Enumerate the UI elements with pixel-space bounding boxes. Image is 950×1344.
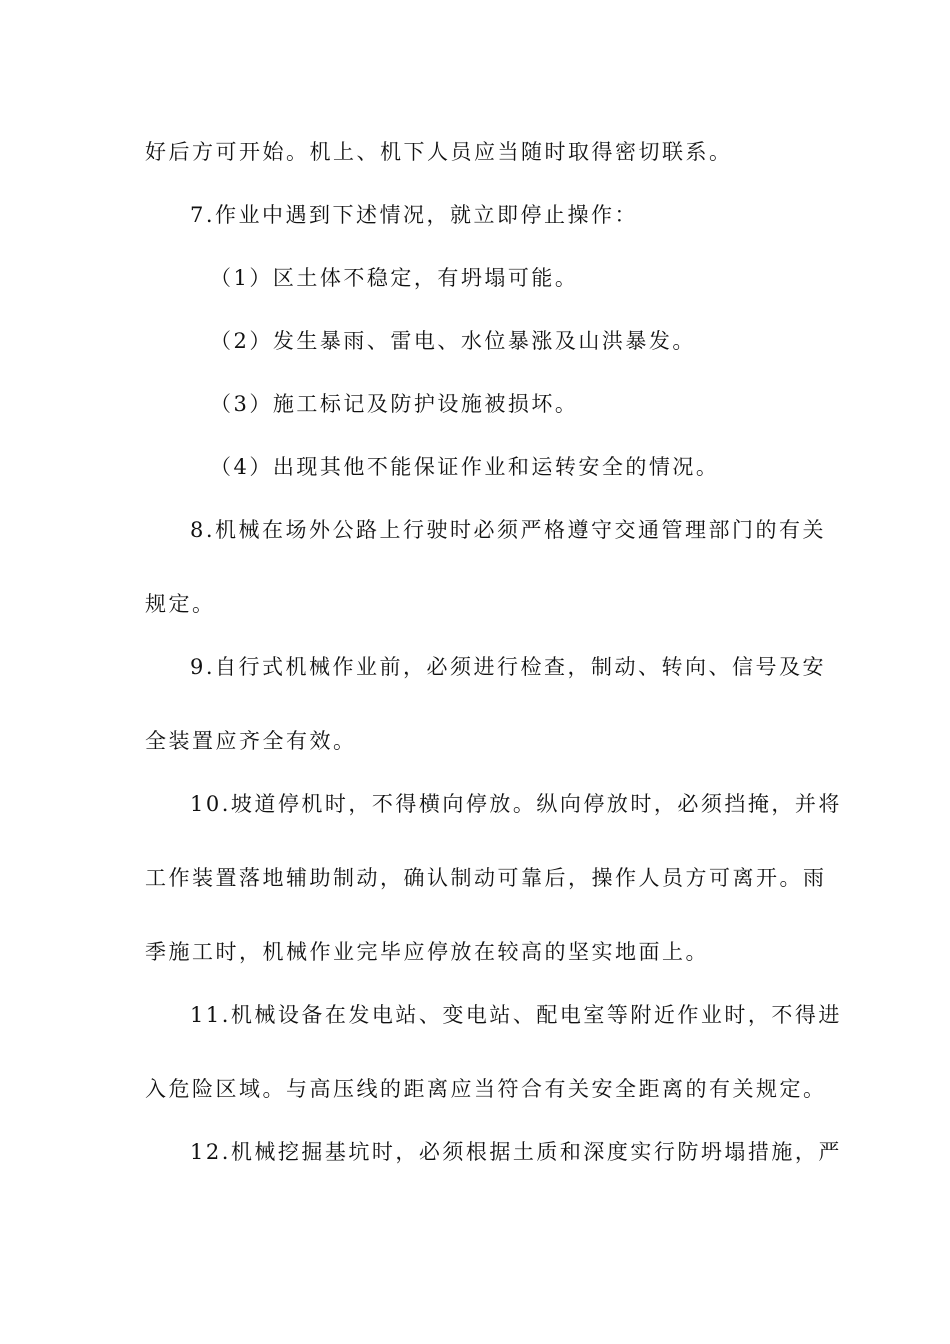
text-line: 12.机械挖掘基坑时，必须根据土质和深度实行防坍塌措施，严 — [190, 1140, 842, 1164]
text-line: 10.坡道停机时，不得横向停放。纵向停放时，必须挡掩，并将 — [190, 792, 842, 816]
text-line: 9.自行式机械作业前，必须进行检查，制动、转向、信号及安 — [190, 655, 827, 679]
text-line: （4）出现其他不能保证作业和运转安全的情况。 — [210, 455, 720, 479]
text-line: （3）施工标记及防护设施被损坏。 — [210, 392, 579, 416]
text-line: （2）发生暴雨、雷电、水位暴涨及山洪暴发。 — [210, 329, 696, 353]
text-line: 规定。 — [145, 592, 216, 616]
text-line: 8.机械在场外公路上行驶时必须严格遵守交通管理部门的有关 — [190, 518, 827, 542]
text-line: 全装置应齐全有效。 — [145, 729, 357, 753]
text-line: 工作装置落地辅助制动，确认制动可靠后，操作人员方可离开。雨 — [145, 866, 827, 890]
text-line: 好后方可开始。机上、机下人员应当随时取得密切联系。 — [145, 140, 733, 164]
text-line: 季施工时，机械作业完毕应停放在较高的坚实地面上。 — [145, 940, 709, 964]
text-line: 11.机械设备在发电站、变电站、配电室等附近作业时，不得进 — [190, 1003, 842, 1027]
text-line: 入危险区域。与高压线的距离应当符合有关安全距离的有关规定。 — [145, 1077, 827, 1101]
text-line: （1）区土体不稳定，有坍塌可能。 — [210, 266, 579, 290]
text-line: 7.作业中遇到下述情况，就立即停止操作： — [190, 203, 639, 227]
